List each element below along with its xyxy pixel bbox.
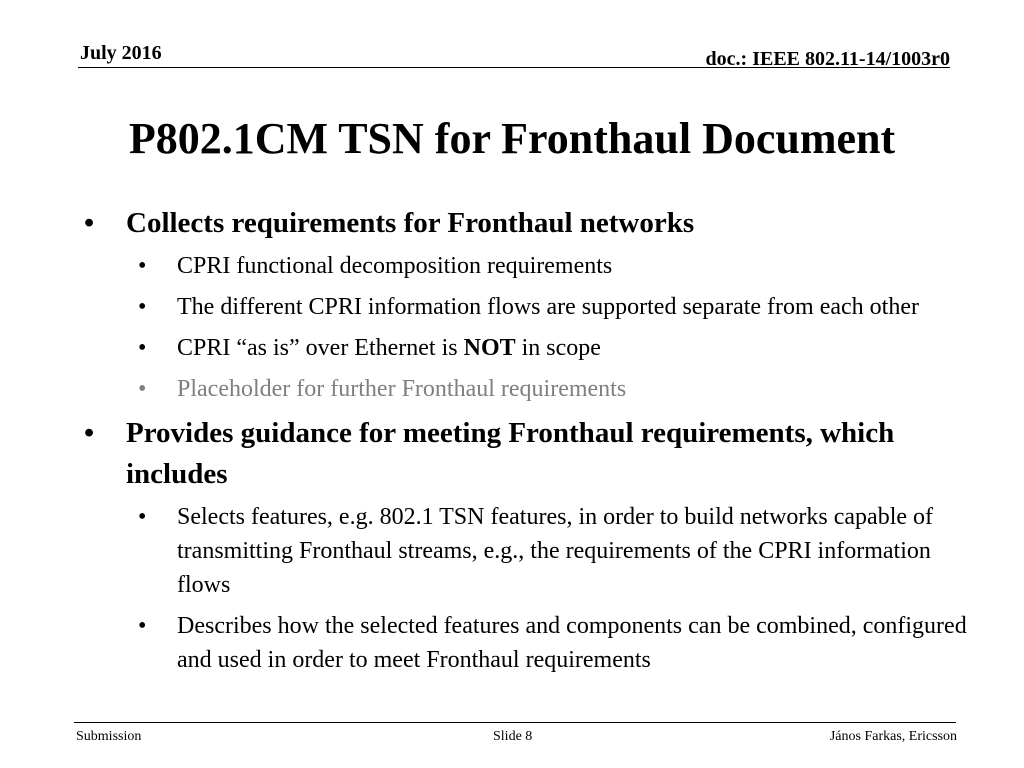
bullet-1-sub-3-text-after: in scope bbox=[515, 335, 601, 361]
sub-bullet-marker: • bbox=[138, 613, 147, 639]
bullet-marker: • bbox=[84, 417, 95, 449]
sub-bullet-marker: • bbox=[138, 376, 147, 402]
bullet-2-sub-1-text: Selects features, e.g. 802.1 TSN features, in order to build networks capable of transmitting Fronthaul streams, e.g., the requirements of the CPRI information flows bbox=[177, 504, 933, 598]
bullet-1-sub-2-text: The different CPRI information flows are supported separate from each other bbox=[177, 294, 919, 320]
sub-bullet-marker: • bbox=[138, 294, 147, 320]
bullet-2-sub-2-text: Describes how the selected features and components can be combined, configured and used in order to meet Fronthaul requirements bbox=[177, 613, 967, 673]
header-divider bbox=[78, 67, 950, 68]
bullet-1-sub-4-text: Placeholder for further Fronthaul requirements bbox=[177, 376, 627, 402]
footer-divider bbox=[74, 722, 956, 723]
bullet-marker: • bbox=[84, 207, 95, 239]
bullet-2-text: Provides guidance for meeting Fronthaul requirements, which includes bbox=[126, 417, 895, 490]
bullet-1 bbox=[84, 203, 989, 244]
bullet-1-sub-2 bbox=[84, 290, 989, 324]
footer-author: János Farkas, Ericsson bbox=[829, 729, 957, 744]
footer-submission: Submission bbox=[76, 729, 142, 744]
header-doc-id: doc.: IEEE 802.11-14/1003r0 bbox=[705, 48, 950, 70]
header-date: July 2016 bbox=[80, 42, 162, 64]
sub-bullet-marker: • bbox=[138, 335, 147, 361]
bullet-1-sub-3 bbox=[84, 331, 989, 365]
bullet-2 bbox=[84, 413, 989, 495]
slide-title: P802.1CM TSN for Fronthaul Document bbox=[128, 114, 896, 163]
bullet-2-sub-2 bbox=[84, 609, 989, 677]
footer-slide-number: Slide 8 bbox=[493, 729, 533, 744]
bullet-1-sub-3-emphasis: NOT bbox=[463, 335, 516, 361]
bullet-2-sub-1 bbox=[84, 500, 989, 602]
bullet-1-sub-3-text-before: CPRI “as is” over Ethernet is bbox=[177, 335, 464, 361]
bullet-1-text: Collects requirements for Fronthaul networks bbox=[126, 207, 695, 239]
slide-body bbox=[84, 203, 989, 684]
sub-bullet-marker: • bbox=[138, 253, 147, 279]
bullet-1-sub-1 bbox=[84, 249, 989, 283]
bullet-1-sub-4-placeholder bbox=[84, 372, 989, 406]
sub-bullet-marker: • bbox=[138, 504, 147, 530]
bullet-1-sub-1-text: CPRI functional decomposition requirements bbox=[177, 253, 613, 279]
